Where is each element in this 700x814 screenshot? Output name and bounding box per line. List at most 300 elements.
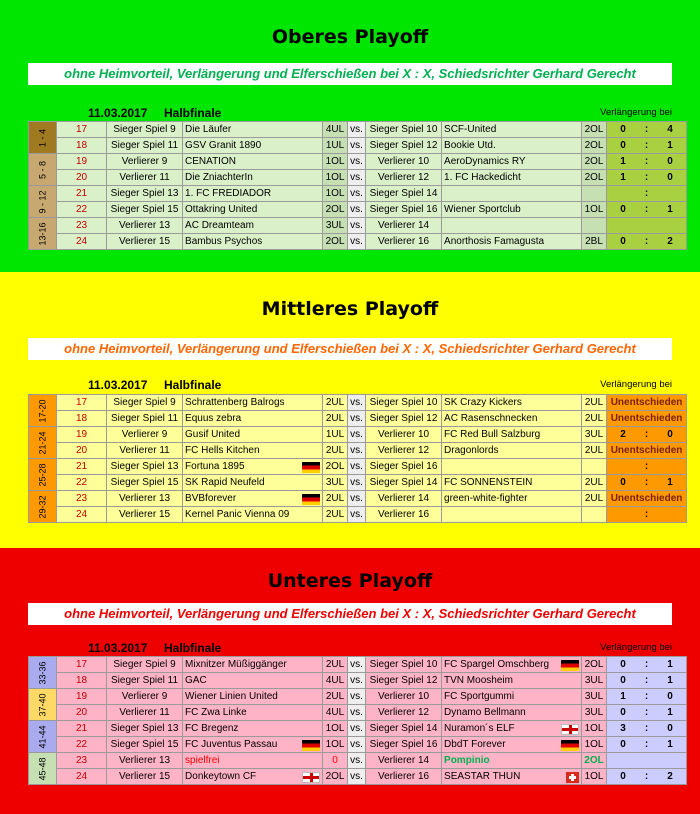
away-source-text: Verlierer 14 xyxy=(377,493,430,504)
group-range-cell xyxy=(29,122,57,154)
table-row xyxy=(29,427,687,443)
away-source xyxy=(366,689,442,705)
away-source xyxy=(366,122,442,138)
vs-label-text: vs. xyxy=(350,156,363,167)
away-source xyxy=(366,721,442,737)
home-source-text: Sieger Spiel 9 xyxy=(113,124,176,135)
home-source-text: Verlierer 15 xyxy=(118,771,171,782)
home-source xyxy=(107,202,183,218)
group-range-cell xyxy=(29,395,57,427)
home-source-text: Sieger Spiel 9 xyxy=(113,397,176,408)
score-s1: 0 xyxy=(620,124,626,135)
result-cell xyxy=(607,721,687,737)
home-source xyxy=(107,769,183,785)
group-range-label: 29-32 xyxy=(37,494,48,519)
table-row xyxy=(29,769,687,785)
away-team xyxy=(442,202,582,218)
away-level xyxy=(582,411,607,427)
away-team-text: SK Crazy Kickers xyxy=(444,397,522,408)
home-level-text: 1OL xyxy=(325,156,345,167)
away-team-text: Anorthosis Famagusta xyxy=(444,236,545,247)
result-cell xyxy=(607,705,687,721)
group-range-label: 5 - 8 xyxy=(37,160,48,179)
vs-label-text: vs. xyxy=(350,755,363,766)
home-team-text: GAC xyxy=(185,675,207,686)
home-team xyxy=(183,122,323,138)
home-level xyxy=(323,475,348,491)
away-source xyxy=(366,705,442,721)
home-source xyxy=(107,737,183,753)
home-level-text: 2UL xyxy=(325,691,345,702)
home-team xyxy=(183,411,323,427)
score-separator: : xyxy=(644,739,649,750)
vs-label xyxy=(348,689,366,705)
flag-en-icon xyxy=(302,772,320,783)
game-number xyxy=(57,122,107,138)
home-level-text: 2UL xyxy=(325,493,345,504)
flag-ch-icon xyxy=(566,772,579,783)
result-text: Unentschieden xyxy=(610,493,683,504)
home-source xyxy=(107,657,183,673)
away-level xyxy=(582,234,607,250)
table-row xyxy=(29,721,687,737)
home-level xyxy=(323,689,348,705)
away-team xyxy=(442,475,582,491)
away-team xyxy=(442,395,582,411)
away-level xyxy=(582,170,607,186)
score-s1: 3 xyxy=(620,723,626,734)
result-cell xyxy=(607,411,687,427)
table-row xyxy=(29,186,687,202)
vs-label-text: vs. xyxy=(350,204,363,215)
score-s1: 0 xyxy=(620,140,626,151)
game-number-text: 22 xyxy=(75,204,88,215)
away-source-text: Verlierer 16 xyxy=(377,236,430,247)
home-team xyxy=(183,202,323,218)
away-level-text: 2UL xyxy=(584,445,604,456)
group-range-label: 17-20 xyxy=(37,398,48,423)
home-source-text: Verlierer 11 xyxy=(119,172,170,183)
score-s1: 0 xyxy=(620,204,626,215)
group-range-cell xyxy=(29,657,57,689)
group-range-cell xyxy=(29,689,57,721)
table-row xyxy=(29,737,687,753)
flag-de-icon xyxy=(302,462,320,473)
group-range-label: 1 - 4 xyxy=(37,128,48,147)
game-number xyxy=(57,721,107,737)
away-team xyxy=(442,122,582,138)
game-number-text: 17 xyxy=(75,659,88,670)
home-level-text: 2UL xyxy=(325,413,345,424)
home-team-text: AC Dreamteam xyxy=(185,220,254,231)
match-date: 11.03.2017 xyxy=(88,106,148,120)
table-row xyxy=(29,705,687,721)
vs-label xyxy=(348,122,366,138)
home-level xyxy=(323,395,348,411)
group-range-label: 33-36 xyxy=(37,660,48,685)
game-number xyxy=(57,475,107,491)
score-separator: : xyxy=(644,707,649,718)
table-row xyxy=(29,411,687,427)
home-level-text: 0 xyxy=(332,755,338,766)
away-team-text: FC Sportgummi xyxy=(444,691,515,702)
section-title: Unteres Playoff xyxy=(267,570,433,592)
score-s2: 1 xyxy=(667,739,673,750)
away-level-text: 2OL xyxy=(584,156,604,167)
home-team xyxy=(183,507,323,523)
home-team-text: Schrattenberg Balrogs xyxy=(185,397,285,408)
group-range-label: 21-24 xyxy=(37,430,48,455)
score-s1 xyxy=(619,188,627,199)
vs-label xyxy=(348,737,366,753)
home-team-text: Donkeytown CF xyxy=(185,770,257,782)
score-s2: 1 xyxy=(667,675,673,686)
home-level-text: 2OL xyxy=(325,236,345,247)
home-team-text: FC Bregenz xyxy=(185,723,239,734)
away-team xyxy=(442,154,582,170)
home-source-text: Sieger Spiel 13 xyxy=(110,723,179,734)
result-cell xyxy=(607,202,687,218)
home-level-text: 1OL xyxy=(325,172,345,183)
home-team-text: Ottakring United xyxy=(185,204,258,215)
vs-label-text: vs. xyxy=(350,461,363,472)
away-team xyxy=(442,507,582,523)
away-source-text: Verlierer 14 xyxy=(377,755,430,766)
away-source-text: Verlierer 12 xyxy=(377,445,430,456)
away-level xyxy=(582,769,607,785)
away-team-text: Wiener Sportclub xyxy=(444,204,521,215)
home-team-text: Bambus Psychos xyxy=(185,236,263,247)
home-team xyxy=(183,769,323,785)
away-team-text: SEASTAR THUN xyxy=(444,770,521,782)
vs-label xyxy=(348,154,366,170)
home-team xyxy=(183,234,323,250)
away-level xyxy=(582,737,607,753)
game-number xyxy=(57,753,107,769)
away-level xyxy=(582,721,607,737)
table-row xyxy=(29,218,687,234)
away-source xyxy=(366,170,442,186)
group-range-cell xyxy=(29,491,57,523)
home-source xyxy=(107,138,183,154)
group-range-label: 13-16 xyxy=(37,221,48,246)
home-team-text: FC Hells Kitchen xyxy=(185,445,260,456)
group-range-label: 9 - 12 xyxy=(37,190,48,214)
vs-label-text: vs. xyxy=(350,659,363,670)
home-source-text: Verlierer 15 xyxy=(118,509,171,520)
home-team xyxy=(183,753,323,769)
home-level-text: 3UL xyxy=(325,477,345,488)
vs-label-text: vs. xyxy=(350,172,363,183)
game-number xyxy=(57,234,107,250)
match-date: 11.03.2017 xyxy=(88,378,148,392)
away-source xyxy=(366,411,442,427)
away-level xyxy=(582,673,607,689)
vs-label xyxy=(348,507,366,523)
away-team-text: Bookie Utd. xyxy=(444,140,496,151)
result-cell xyxy=(607,234,687,250)
score-s2: 2 xyxy=(667,236,673,247)
result-cell xyxy=(607,395,687,411)
score-separator: : xyxy=(644,188,649,199)
home-level xyxy=(323,657,348,673)
home-source xyxy=(107,234,183,250)
game-number-text: 18 xyxy=(75,675,88,686)
away-level xyxy=(582,218,607,234)
vs-label xyxy=(348,491,366,507)
vs-label-text: vs. xyxy=(350,220,363,231)
away-source-text: Verlierer 12 xyxy=(377,172,430,183)
vs-label xyxy=(348,673,366,689)
vs-label xyxy=(348,202,366,218)
vs-label xyxy=(348,443,366,459)
flag-de-icon xyxy=(302,740,320,751)
game-number-text: 24 xyxy=(75,771,88,782)
away-source xyxy=(366,427,442,443)
vs-label xyxy=(348,427,366,443)
vs-label-text: vs. xyxy=(350,236,363,247)
away-source-text: Sieger Spiel 12 xyxy=(369,675,438,686)
games-table xyxy=(28,121,687,250)
away-source xyxy=(366,202,442,218)
away-source-text: Verlierer 10 xyxy=(377,429,430,440)
away-team xyxy=(442,459,582,475)
game-number xyxy=(57,737,107,753)
result-cell xyxy=(607,689,687,705)
home-source-text: Sieger Spiel 11 xyxy=(110,140,179,151)
vs-label xyxy=(348,234,366,250)
result-cell xyxy=(607,443,687,459)
score-separator: : xyxy=(644,771,649,782)
home-level-text: 2UL xyxy=(325,659,345,670)
home-team xyxy=(183,721,323,737)
score-s1: 0 xyxy=(620,675,626,686)
playoff-section-2 xyxy=(0,548,700,814)
score-separator: : xyxy=(644,236,649,247)
away-level xyxy=(582,138,607,154)
game-number xyxy=(57,507,107,523)
away-source-text: Sieger Spiel 10 xyxy=(369,397,438,408)
vs-label-text: vs. xyxy=(350,691,363,702)
home-source xyxy=(107,218,183,234)
away-level-text: 3UL xyxy=(584,429,604,440)
away-level xyxy=(582,475,607,491)
away-level-text: 3UL xyxy=(584,707,604,718)
away-level-text: 2OL xyxy=(584,172,604,183)
home-source-text: Verlierer 15 xyxy=(118,236,171,247)
away-source xyxy=(366,657,442,673)
home-level xyxy=(323,234,348,250)
result-cell xyxy=(607,138,687,154)
result-text: Unentschieden xyxy=(610,397,683,408)
home-team-text: Kernel Panic Vienna 09 xyxy=(185,509,290,520)
home-team xyxy=(183,737,323,753)
away-source-text: Verlierer 16 xyxy=(377,509,430,520)
away-source-text: Sieger Spiel 12 xyxy=(369,140,438,151)
game-number-text: 21 xyxy=(75,188,88,199)
vs-label xyxy=(348,186,366,202)
away-source-text: Sieger Spiel 10 xyxy=(369,659,438,670)
away-source xyxy=(366,138,442,154)
vs-label-text: vs. xyxy=(350,493,363,504)
home-level-text: 1UL xyxy=(325,429,345,440)
vs-label xyxy=(348,395,366,411)
away-level-text: 2OL xyxy=(584,659,604,670)
vs-label xyxy=(348,459,366,475)
vs-label-text: vs. xyxy=(350,413,363,424)
home-team-text: SK Rapid Neufeld xyxy=(185,477,265,488)
game-number-text: 23 xyxy=(75,493,88,504)
game-number-text: 19 xyxy=(75,156,88,167)
table-row xyxy=(29,122,687,138)
table-row xyxy=(29,753,687,769)
home-team xyxy=(183,186,323,202)
away-level xyxy=(582,154,607,170)
result-cell xyxy=(607,475,687,491)
away-team-text: FC Red Bull Salzburg xyxy=(444,429,541,440)
score-s2: 0 xyxy=(667,691,673,702)
home-team xyxy=(183,138,323,154)
away-team-text: DbdT Forever xyxy=(444,738,506,750)
home-source xyxy=(107,154,183,170)
score-separator: : xyxy=(644,429,649,440)
home-level xyxy=(323,154,348,170)
result-text: Unentschieden xyxy=(610,445,683,456)
home-team-text: Die Läufer xyxy=(185,124,232,135)
home-source-text: Verlierer 13 xyxy=(118,755,171,766)
score-separator: : xyxy=(644,509,649,520)
score-s2: 0 xyxy=(667,156,673,167)
table-row xyxy=(29,673,687,689)
vs-label-text: vs. xyxy=(350,771,363,782)
away-source xyxy=(366,154,442,170)
away-source-text: Verlierer 10 xyxy=(377,691,430,702)
away-source xyxy=(366,673,442,689)
away-level xyxy=(582,443,607,459)
score-s1 xyxy=(619,509,627,520)
home-team-text: Mixnitzer Müßiggänger xyxy=(185,659,287,670)
home-source xyxy=(107,186,183,202)
away-team xyxy=(442,138,582,154)
score-separator: : xyxy=(644,124,649,135)
home-source xyxy=(107,753,183,769)
home-level-text: 3UL xyxy=(325,220,345,231)
result-cell xyxy=(607,186,687,202)
home-source-text: Verlierer 13 xyxy=(118,220,171,231)
score-s2 xyxy=(666,188,674,199)
away-source xyxy=(366,753,442,769)
away-level xyxy=(582,507,607,523)
vs-label xyxy=(348,753,366,769)
score-s2: 4 xyxy=(667,124,673,135)
away-source-text: Verlierer 16 xyxy=(377,771,430,782)
vs-label xyxy=(348,170,366,186)
home-team-text: GSV Granit 1890 xyxy=(185,140,262,151)
game-number-text: 23 xyxy=(75,220,88,231)
vs-label xyxy=(348,705,366,721)
table-row xyxy=(29,138,687,154)
home-source xyxy=(107,122,183,138)
home-source-text: Verlierer 9 xyxy=(121,691,168,702)
away-level xyxy=(582,122,607,138)
home-source-text: Sieger Spiel 15 xyxy=(110,739,179,750)
score-s2: 1 xyxy=(667,477,673,488)
away-level xyxy=(582,491,607,507)
score-s1: 1 xyxy=(620,691,626,702)
extra-time-label: Verlängerung bei xyxy=(600,642,672,653)
home-source xyxy=(107,721,183,737)
vs-label-text: vs. xyxy=(350,707,363,718)
away-team-text: Nuramon´s ELF xyxy=(444,722,515,734)
home-team xyxy=(183,705,323,721)
score-s1 xyxy=(619,461,627,472)
score-s1: 0 xyxy=(620,707,626,718)
table-row xyxy=(29,170,687,186)
flag-de-icon xyxy=(561,660,579,671)
home-level xyxy=(323,753,348,769)
vs-label-text: vs. xyxy=(350,140,363,151)
home-level-text: 2OL xyxy=(325,461,345,472)
home-level-text: 2UL xyxy=(325,509,345,520)
away-team-text: AC Rasenschnecken xyxy=(444,413,538,424)
game-number-text: 19 xyxy=(75,691,88,702)
away-source-text: Sieger Spiel 14 xyxy=(369,477,438,488)
away-level-text: 2UL xyxy=(584,413,604,424)
away-level-text: 2OL xyxy=(584,755,604,766)
score-separator: : xyxy=(644,691,649,702)
home-level-text: 2UL xyxy=(325,397,345,408)
away-team-text: Pompinio xyxy=(444,755,490,766)
away-team-text: Dragonlords xyxy=(444,445,499,456)
away-team xyxy=(442,427,582,443)
score-separator: : xyxy=(644,477,649,488)
home-level-text: 1UL xyxy=(325,140,345,151)
away-team-text: TVN Moosheim xyxy=(444,675,513,686)
round-label: Halbfinale xyxy=(164,106,222,120)
home-source xyxy=(107,491,183,507)
flag-de-icon xyxy=(302,494,320,505)
home-source-text: Sieger Spiel 11 xyxy=(110,413,179,424)
away-level-text: 2OL xyxy=(584,124,604,135)
home-level-text: 2OL xyxy=(325,771,345,782)
away-team xyxy=(442,218,582,234)
score-separator: : xyxy=(644,204,649,215)
group-range-label: 25-28 xyxy=(37,462,48,487)
home-source xyxy=(107,443,183,459)
game-number-text: 19 xyxy=(75,429,88,440)
away-team xyxy=(442,673,582,689)
home-level xyxy=(323,138,348,154)
home-level xyxy=(323,705,348,721)
home-level xyxy=(323,411,348,427)
home-team-text: 1. FC FREDIADOR xyxy=(185,188,272,199)
away-level-text: 1OL xyxy=(584,204,604,215)
away-level-text: 1OL xyxy=(584,739,604,750)
home-level xyxy=(323,507,348,523)
home-level-text: 4UL xyxy=(325,707,345,718)
table-row xyxy=(29,507,687,523)
game-number-text: 20 xyxy=(75,445,88,456)
vs-label-text: vs. xyxy=(350,188,363,199)
table-row xyxy=(29,234,687,250)
home-source-text: Sieger Spiel 15 xyxy=(110,204,179,215)
home-level xyxy=(323,459,348,475)
group-range-cell xyxy=(29,721,57,753)
away-team xyxy=(442,170,582,186)
home-source xyxy=(107,689,183,705)
away-level xyxy=(582,705,607,721)
home-level xyxy=(323,122,348,138)
